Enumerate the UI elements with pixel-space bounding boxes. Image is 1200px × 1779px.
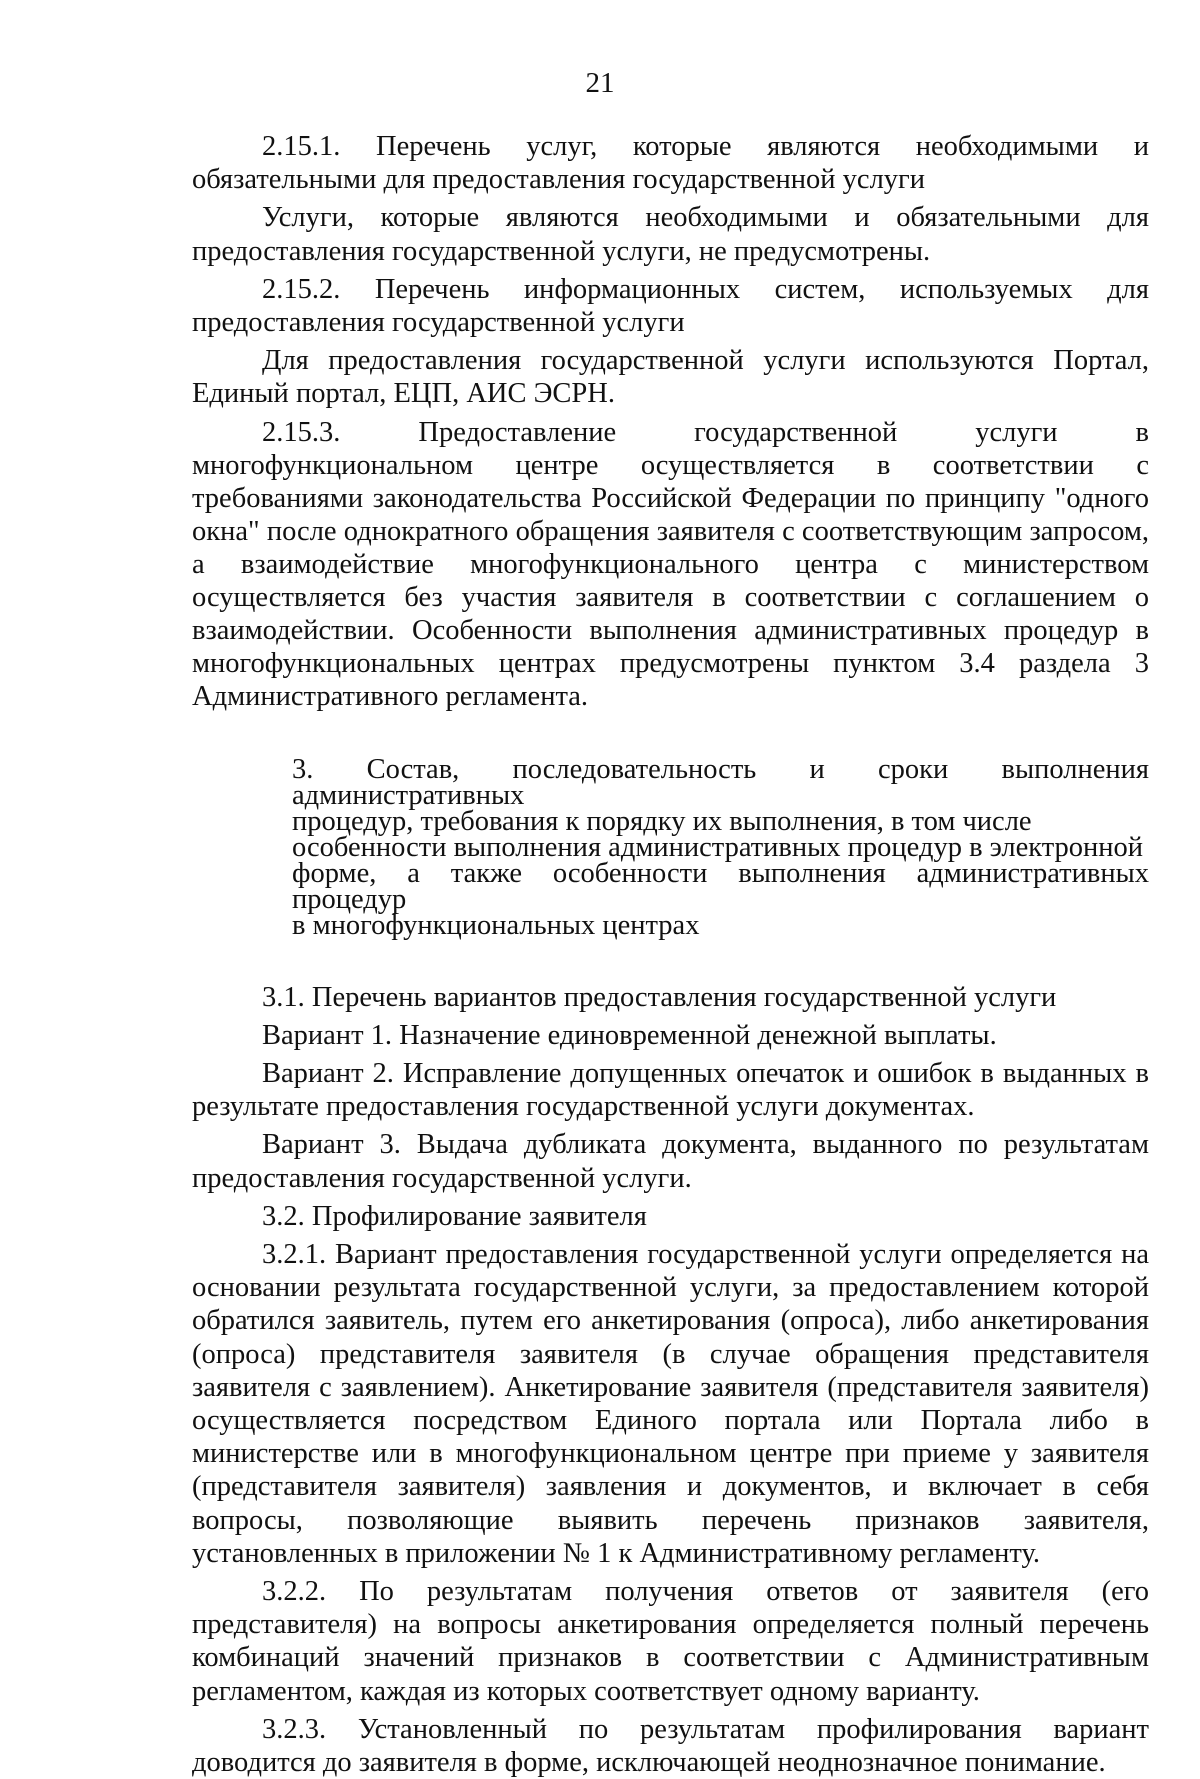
paragraph-variant-1: Вариант 1. Назначение единовременной денежной выплаты. (262, 1019, 997, 1051)
paragraph-services-not-provided: Услуги, которые являются необходимыми и обязательными для предоставления государственной услуги, не предусмотрены. (192, 202, 1149, 267)
paragraph-3-2-1: 3.2.1. Вариант предоставления государственной услуги определяется на основании результата государственной услуги, за предоставлением которой обратился заявитель, путем его анкетирования (опроса), либо анкетирования (опроса) представителя заявителя (в случае обращения представителя заявителя с заявлением). Анкетирование заявителя (представителя заявителя) осуществляется посредством Единого портала или Портала либо в министерстве или в многофункциональном центре при приеме у заявителя (представителя заявителя) заявления и документов, и включает в себя вопросы, позволяющие выявить перечень признаков заявителя, установленных в приложении № 1 к Административному регламенту. (192, 1239, 1149, 1569)
paragraph-2-15-3: 2.15.3. Предоставление государственной услуги в многофункциональном центре осуществляется в соответствии с требованиями законодательства Российской Федерации по принципу "одного окна" после однократного обращения заявителя с соответствующим запросом, а взаимодействие многофункционального центра с министерством осуществляется без участия заявителя в соответствии с соглашением о взаимодействии. Особенности выполнения административных процедур в многофункциональных центрах предусмотрены пунктом 3.4 раздела 3 Административного регламента. (192, 416, 1149, 712)
paragraph-information-systems: Для предоставления государственной услуги используются Портал, Единый портал, ЕЦП, АИС ЭСРН. (192, 345, 1149, 410)
paragraph-3-2: 3.2. Профилирование заявителя (262, 1200, 647, 1232)
paragraph-variant-2: Вариант 2. Исправление допущенных опечаток и ошибок в выданных в результате предоставления государственной услуги документах. (192, 1058, 1149, 1123)
section-heading-line: форме, а также особенности выполнения административных процедур (292, 857, 1149, 915)
paragraph-variant-3: Вариант 3. Выдача дубликата документа, выданного по результатам предоставления государственной услуги. (192, 1129, 1149, 1194)
paragraph-3-2-2: 3.2.2. По результатам получения ответов от заявителя (его представителя) на вопросы анкетирования определяется полный перечень комбинаций значений признаков в соответствии с Административным регламентом, каждая из которых соответствует одному варианту. (192, 1576, 1149, 1707)
paragraph-2-15-2: 2.15.2. Перечень информационных систем, используемых для предоставления государственной услуги (192, 273, 1149, 339)
paragraph-3-1: 3.1. Перечень вариантов предоставления государственной услуги (262, 981, 1057, 1013)
section-heading-line: 3. Состав, последовательность и сроки выполнения административных (292, 753, 1149, 811)
section-heading-line: в многофункциональных центрах (292, 909, 700, 941)
section-3-heading (192, 753, 1149, 941)
paragraph-3-2-3: 3.2.3. Установленный по результатам профилирования вариант доводится до заявителя в форме, исключающей неоднозначное понимание. (192, 1713, 1149, 1779)
section-heading-line: особенности выполнения административных процедур в электронной (292, 831, 1144, 863)
paragraph-2-15-1: 2.15.1. Перечень услуг, которые являются необходимыми и обязательными для предоставления государственной услуги (192, 131, 1149, 196)
page-number: 21 (585, 67, 615, 99)
section-heading-line: процедур, требования к порядку их выполнения, в том числе (292, 805, 1032, 837)
document-body (192, 130, 1149, 1779)
